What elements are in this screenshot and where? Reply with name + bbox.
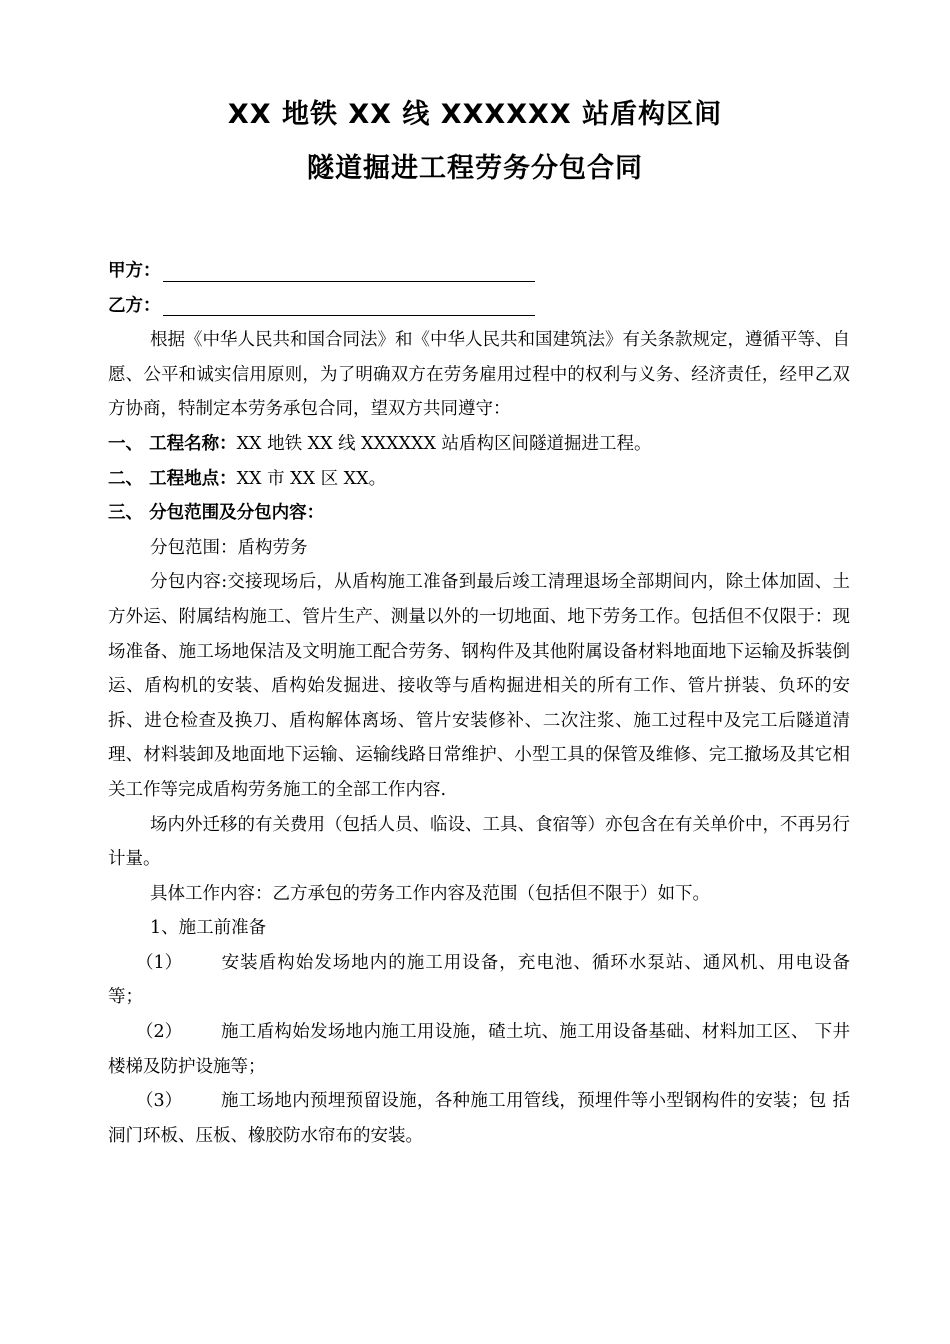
intro-paragraph: 根据《中华人民共和国合同法》和《中华人民共和国建筑法》有关条款规定，遵循平等、自愿、公平和诚实信用原则，为了明确双方在劳务雇用过程中的权利与义务、经济责任，经甲乙双方协商，特制定本劳务承包合同，望双方共同遵守： (108, 330, 850, 420)
section-project-location (108, 462, 850, 497)
party-b-blank (163, 293, 535, 316)
party-b-label: 乙方： (108, 295, 161, 316)
work-content-paragraph: 具体工作内容：乙方承包的劳务工作内容及范围（包括但不限于）如下。 (150, 883, 710, 904)
section-project-name-label: 一、 工程名称： (108, 433, 237, 454)
list-item-number: （1） (136, 952, 183, 973)
section-project-name-value: XX 地铁 XX 线 XXXXXX 站盾构区间隧道掘进工程。 (236, 433, 652, 454)
section-scope-heading (108, 496, 850, 531)
scope-paragraph: 分包范围：盾构劳务 (150, 537, 308, 558)
list-item-number: （2） (136, 1022, 183, 1043)
section-project-name (108, 427, 850, 462)
document-title-line2: 隧道掘进工程劳务分包合同 (307, 153, 643, 184)
section-scope-heading-label: 三、 分包范围及分包内容： (108, 503, 325, 524)
list-item-text: 施工盾构始发场地内施工用设施，碴土坑、施工用设备基础、材料加工区、 下井楼梯及防护设施等； (108, 1022, 850, 1077)
list-item (108, 1015, 850, 1084)
document-title-line1: XX 地铁 XX 线 XXXXXX 站盾构区间 (227, 99, 723, 130)
list-item-text: 施工场地内预埋预留设施，各种施工用管线，预埋件等小型钢构件的安装；包 括洞门环板、压板、橡胶防水帘布的安装。 (108, 1091, 850, 1146)
subsection-preparation: 1、施工前准备 (150, 918, 267, 939)
party-a-label: 甲方： (108, 261, 161, 281)
list-item (108, 1084, 850, 1153)
relocation-paragraph: 场内外迁移的有关费用（包括人员、临设、工具、食宿等）亦包含在有关单价中，不再另行计量。 (108, 814, 850, 870)
list-item (108, 946, 850, 1015)
scope-content-paragraph: 分包内容:交接现场后，从盾构施工准备到最后竣工清理退场全部期间内，除土体加固、土方外运、附属结构施工、管片生产、测量以外的一切地面、地下劳务工作。包括但不仅限于：现场准备、施工场地保洁及文明施工配合劳务、钢构件及其他附属设备材料地面地下运输及拆装倒运、盾构机的安装、盾构始发掘进、接收等与盾构掘进相关的所有工作、管片拼装、负环的安拆、进仓检查及换刀、盾构解体离场、管片安装修补、二次注浆、施工过程中及完工后隧道清理、材料装卸及地面地下运输、运输线路日常维护、小型工具的保管及维修、完工撤场及其它相关工作等完成盾构劳务施工的全部工作内容. (108, 572, 850, 800)
party-a-line (108, 254, 850, 289)
section-project-location-label: 二、 工程地点： (108, 468, 237, 489)
list-item-text: 安装盾构始发场地内的施工用设备，充电池、循环水泵站、通风机、用电设备 等； (108, 952, 850, 1008)
list-item-number: （3） (136, 1091, 183, 1112)
section-project-location-value: XX 市 XX 区 XX。 (236, 468, 387, 489)
document-body (108, 254, 850, 1153)
party-a-blank (163, 259, 535, 282)
party-b-line (108, 289, 850, 324)
